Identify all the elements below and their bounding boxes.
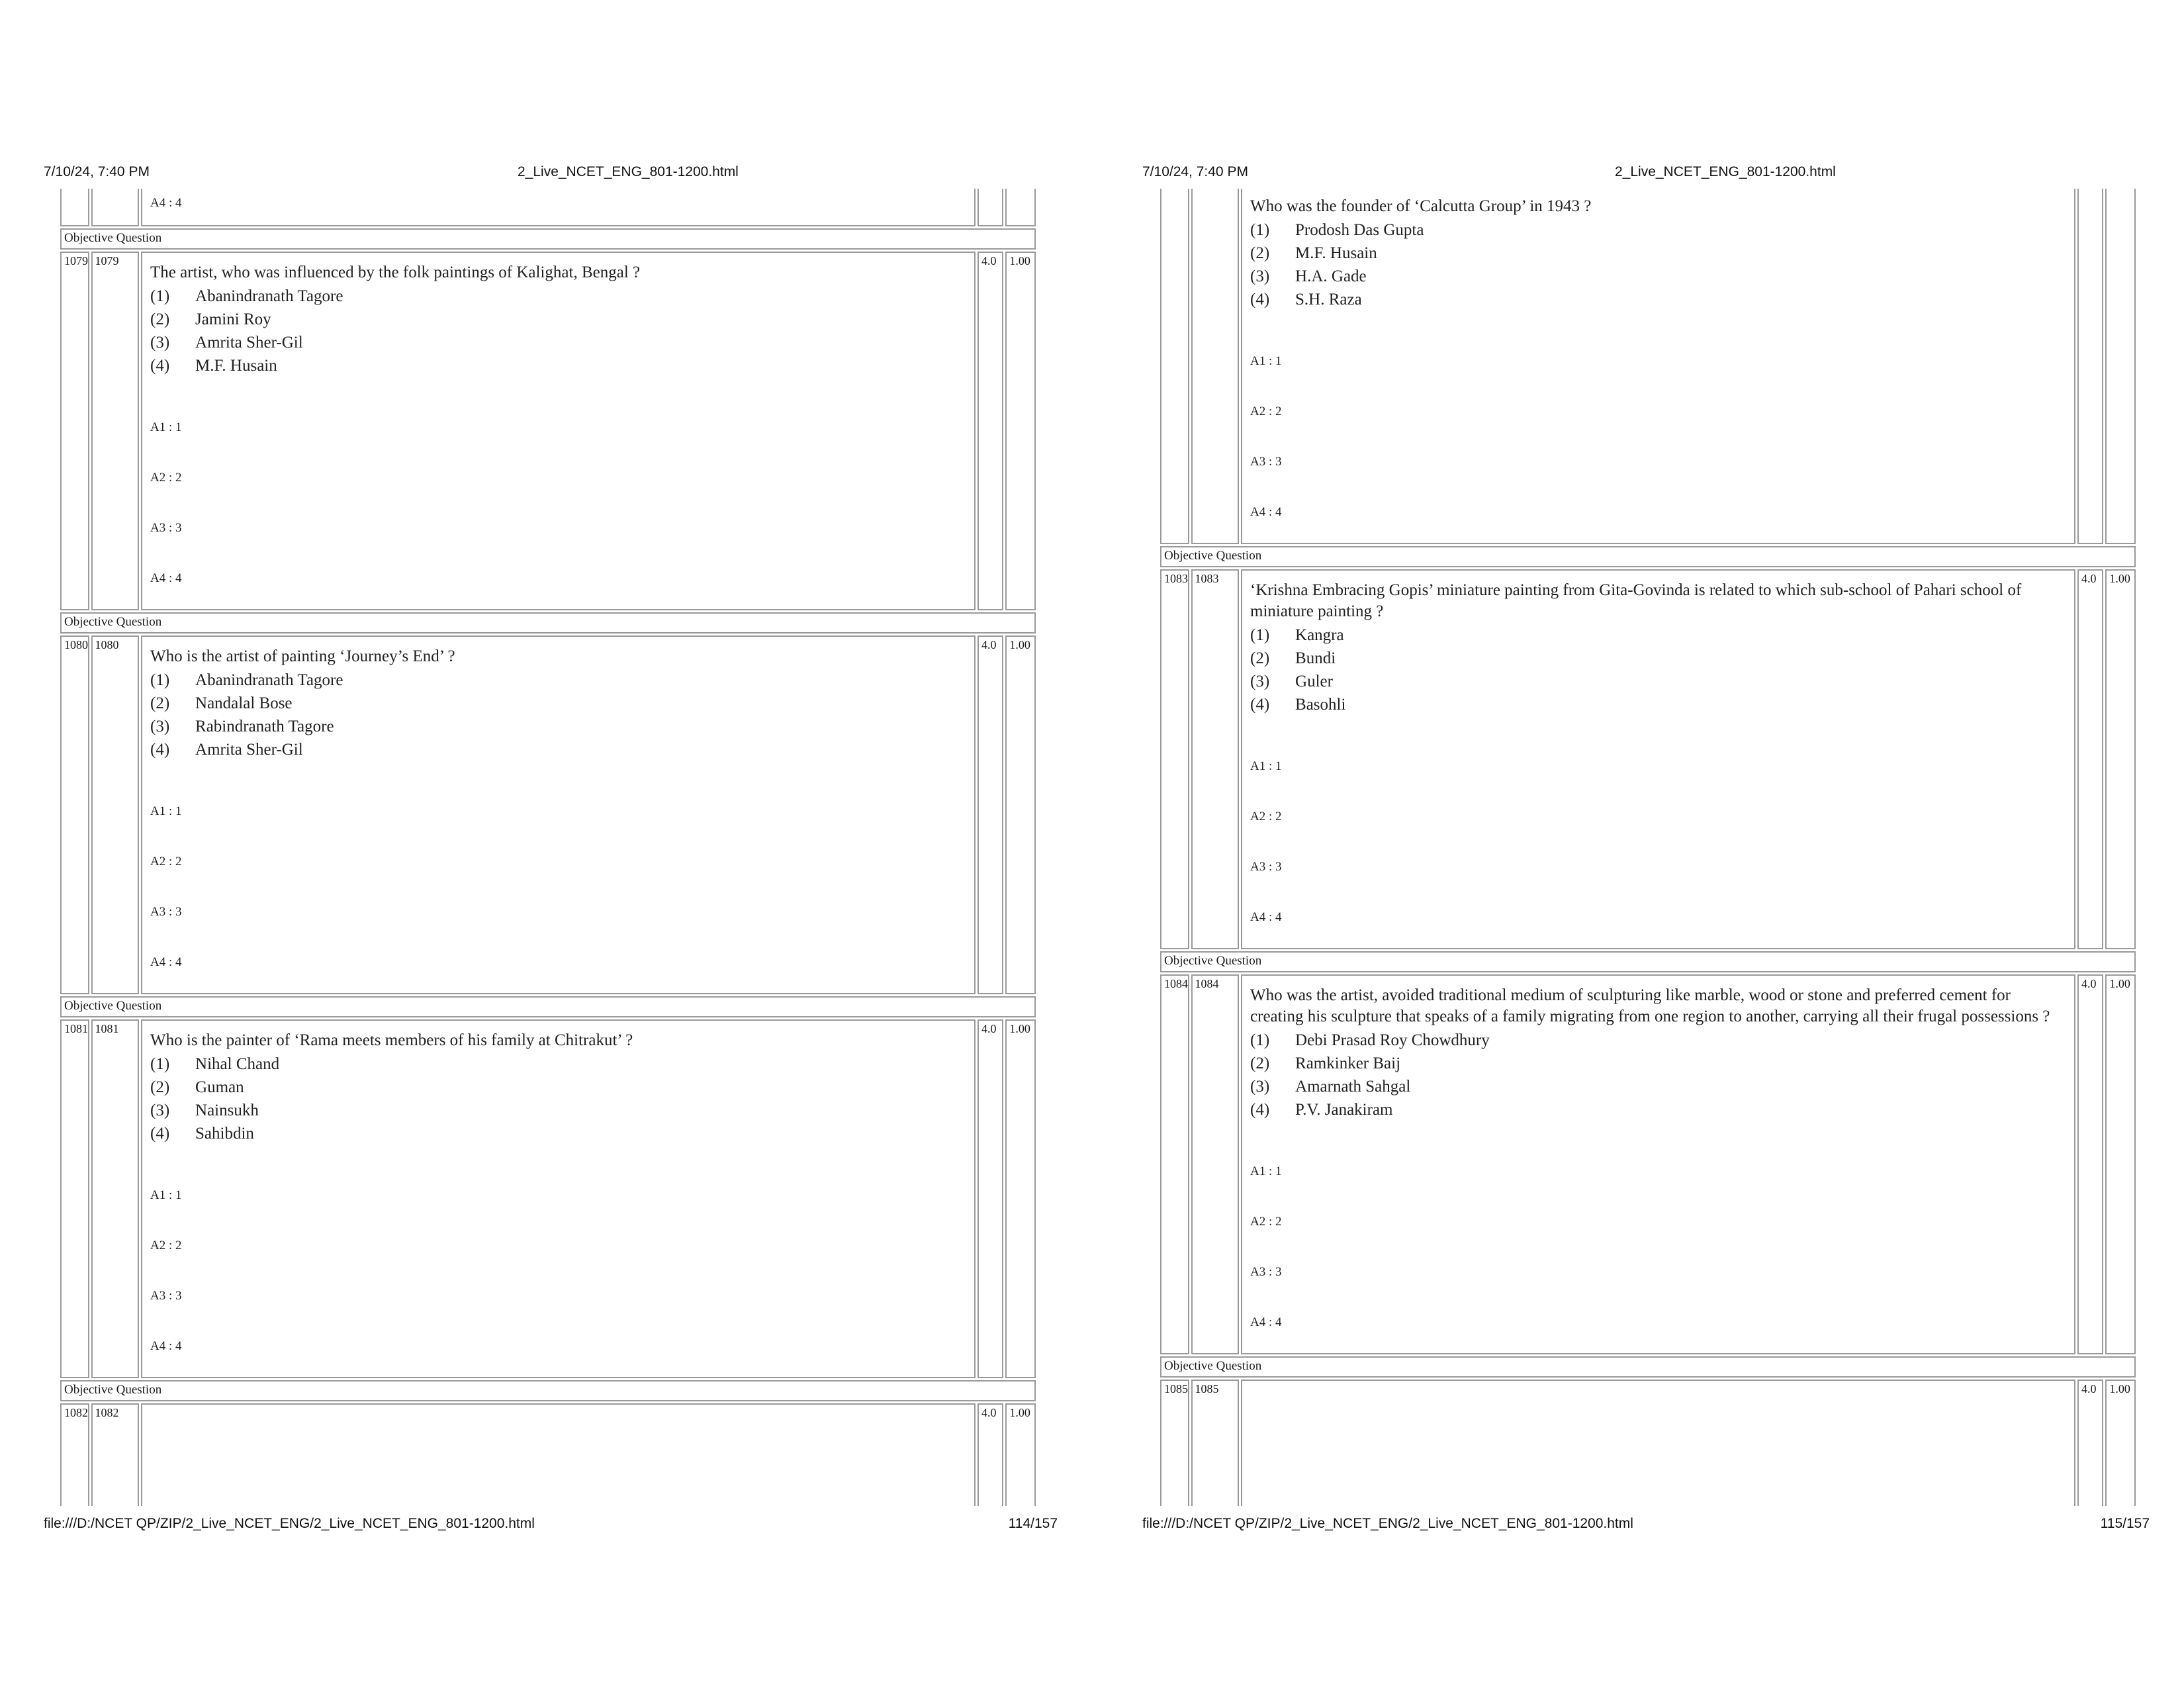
- question-body: [141, 252, 976, 610]
- answer-key: A2 : 2: [150, 855, 182, 868]
- footer-file-path: file:///D:/NCET QP/ZIP/2_Live_NCET_ENG/2_Live_NCET_ENG_801-1200.html: [1142, 1516, 1633, 1531]
- answer-key: A1 : 1: [1250, 1164, 1282, 1178]
- answer-key: A2 : 2: [150, 471, 182, 485]
- answer-key: A3 : 3: [150, 905, 182, 919]
- question-table: [58, 189, 1038, 1506]
- question-body: [141, 1019, 976, 1378]
- question-id-secondary: 1080: [91, 635, 140, 994]
- table-row-question: [60, 1019, 1036, 1378]
- question-body: [1241, 974, 2075, 1354]
- answer-key: A1 : 1: [150, 804, 182, 818]
- negative-marks-value: 1.00: [1005, 1403, 1036, 1506]
- question-id-secondary: 1082: [91, 1403, 140, 1506]
- section-row: [60, 612, 1036, 633]
- answer-key: A3 : 3: [1250, 455, 1282, 469]
- marks-value: 4.0: [978, 1019, 1003, 1378]
- marks-value: 4.0: [2077, 569, 2103, 949]
- answer-key: A4 : 4: [150, 1339, 182, 1353]
- option: (4) M.F. Husain: [150, 357, 277, 375]
- answer-key: A3 : 3: [150, 1289, 182, 1303]
- negative-marks-value: 1.00: [1005, 635, 1036, 994]
- option: (1) Nihal Chand: [150, 1055, 280, 1073]
- option: (2) Guman: [150, 1078, 244, 1096]
- question-id: 1080: [60, 635, 89, 994]
- marks-value: 4.0: [978, 635, 1003, 994]
- answer-key: A4 : 4: [1250, 505, 1282, 519]
- question-body: [141, 1403, 976, 1506]
- question-text: Who was the artist, avoided traditional medium of sculpturing like marble, wood or stone and preferred cement for creating his sculpture that speaks of a family migrating from one region to another, carrying all their frugal possessions ?: [1250, 986, 2050, 1025]
- option: (2) Jamini Roy: [150, 310, 271, 328]
- table-row-question: [1160, 1380, 2136, 1506]
- table-row-question: [60, 1403, 1036, 1506]
- option: (3) Rabindranath Tagore: [150, 718, 334, 735]
- answer-key: A2 : 2: [1250, 810, 1282, 823]
- answer-key: A4 : 4: [150, 196, 182, 210]
- answer-key: A2 : 2: [1250, 1215, 1282, 1229]
- negative-marks-value: 1.00: [1005, 1019, 1036, 1378]
- answer-key: A1 : 1: [150, 1188, 182, 1202]
- section-row: [60, 996, 1036, 1017]
- answer-key: A3 : 3: [1250, 1265, 1282, 1279]
- section-row: [60, 1380, 1036, 1401]
- question-id: 1081: [60, 1019, 89, 1378]
- option: (4) P.V. Janakiram: [1250, 1101, 1393, 1119]
- marks-value: 4.0: [978, 252, 1003, 610]
- answer-key: A4 : 4: [150, 571, 182, 585]
- negative-marks-value: 1.00: [1005, 252, 1036, 610]
- question-text: ‘Krishna Embracing Gopis’ miniature painting from Gita-Govinda is related to which sub-school of Pahari school of miniature painting ?: [1250, 581, 2022, 620]
- answer-key: A3 : 3: [150, 521, 182, 535]
- section-label: Objective Question: [60, 612, 1036, 633]
- question-table-viewport: [1158, 189, 2138, 1506]
- table-row-question: [60, 252, 1036, 610]
- option: (3) H.A. Gade: [1250, 267, 1367, 285]
- question-body: [1241, 569, 2075, 949]
- section-row: [1160, 951, 2136, 972]
- option: (2) Ramkinker Baij: [1250, 1055, 1401, 1072]
- question-text: Who is the artist of painting ‘Journey’s End’ ?: [150, 647, 455, 665]
- question-table-viewport: [58, 189, 1038, 1506]
- footer-page-number: 114/157: [1008, 1516, 1058, 1531]
- marks-value: 4.0: [978, 1403, 1003, 1506]
- footer-file-path: file:///D:/NCET QP/ZIP/2_Live_NCET_ENG/2_Live_NCET_ENG_801-1200.html: [44, 1516, 535, 1531]
- option: (4) Amrita Sher-Gil: [150, 741, 303, 759]
- option: (1) Abanindranath Tagore: [150, 287, 343, 305]
- question-table: [1158, 189, 2138, 1506]
- question-id-secondary: 1083: [1191, 569, 1240, 949]
- answer-key: A4 : 4: [1250, 1315, 1282, 1329]
- option: (3) Guler: [1250, 673, 1333, 690]
- option: (1) Debi Prasad Roy Chowdhury: [1250, 1031, 1490, 1049]
- table-row-question: [1160, 974, 2136, 1354]
- answer-key: A4 : 4: [150, 955, 182, 969]
- answer-key: A4 : 4: [1250, 910, 1282, 924]
- question-id-secondary: 1085: [1191, 1380, 1240, 1506]
- option: (1) Prodosh Das Gupta: [1250, 221, 1424, 239]
- option: (4) Sahibdin: [150, 1125, 254, 1143]
- answer-key: A1 : 1: [1250, 759, 1282, 773]
- section-label: Objective Question: [60, 996, 1036, 1017]
- question-body: [141, 635, 976, 994]
- header-date: 7/10/24, 7:40 PM: [1142, 164, 1248, 179]
- answer-key: A2 : 2: [1250, 404, 1282, 418]
- option: (4) S.H. Raza: [1250, 291, 1362, 308]
- section-row: [1160, 1356, 2136, 1378]
- question-id: 1085: [1160, 1380, 1189, 1506]
- section-label: Objective Question: [1160, 1356, 2136, 1378]
- section-label: Objective Question: [1160, 546, 2136, 567]
- negative-marks-value: 1.00: [2105, 974, 2136, 1354]
- option: (1) Abanindranath Tagore: [150, 671, 343, 689]
- option: (3) Amrita Sher-Gil: [150, 334, 303, 352]
- question-id: 1079: [60, 252, 89, 610]
- question-id-secondary: 1079: [91, 252, 140, 610]
- section-label: Objective Question: [60, 228, 1036, 250]
- negative-marks-value: 1.00: [2105, 569, 2136, 949]
- header-title: 2_Live_NCET_ENG_801-1200.html: [1615, 164, 1836, 179]
- answer-key: A1 : 1: [150, 420, 182, 434]
- section-row: [1160, 546, 2136, 567]
- option: (3) Amarnath Sahgal: [1250, 1078, 1411, 1096]
- option: (2) Bundi: [1250, 649, 1336, 667]
- option: (4) Basohli: [1250, 696, 1346, 714]
- answer-key: A1 : 1: [1250, 354, 1282, 368]
- option: (2) Nandalal Bose: [150, 694, 293, 712]
- question-id-secondary: 1084: [1191, 974, 1240, 1354]
- section-label: Objective Question: [60, 1380, 1036, 1401]
- header-date: 7/10/24, 7:40 PM: [44, 164, 150, 179]
- question-body: [1241, 189, 2075, 544]
- negative-marks-value: 1.00: [2105, 1380, 2136, 1506]
- table-row-continuation: [1160, 189, 2136, 544]
- option: (1) Kangra: [1250, 626, 1344, 644]
- table-row-continuation: [60, 189, 1036, 226]
- marks-value: 4.0: [2077, 974, 2103, 1354]
- question-id: 1084: [1160, 974, 1189, 1354]
- question-text: The artist, who was influenced by the folk paintings of Kalighat, Bengal ?: [150, 263, 641, 281]
- header-title: 2_Live_NCET_ENG_801-1200.html: [518, 164, 739, 179]
- option: (2) M.F. Husain: [1250, 244, 1377, 262]
- table-row-question: [60, 635, 1036, 994]
- section-row: [60, 228, 1036, 250]
- marks-value: 4.0: [2077, 1380, 2103, 1506]
- table-row-question: [1160, 569, 2136, 949]
- question-id: 1082: [60, 1403, 89, 1506]
- question-text: Who was the founder of ‘Calcutta Group’ in 1943 ?: [1250, 197, 1592, 215]
- section-label: Objective Question: [1160, 951, 2136, 972]
- question-body: [1241, 1380, 2075, 1506]
- option: (3) Nainsukh: [150, 1102, 259, 1119]
- answer-key: A2 : 2: [150, 1239, 182, 1252]
- question-id-secondary: 1081: [91, 1019, 140, 1378]
- printed-page-right: [1092, 0, 2184, 1688]
- answer-key: A3 : 3: [1250, 860, 1282, 874]
- footer-page-number: 115/157: [2100, 1516, 2150, 1531]
- question-text: Who is the painter of ‘Rama meets members of his family at Chitrakut’ ?: [150, 1031, 633, 1049]
- question-id: 1083: [1160, 569, 1189, 949]
